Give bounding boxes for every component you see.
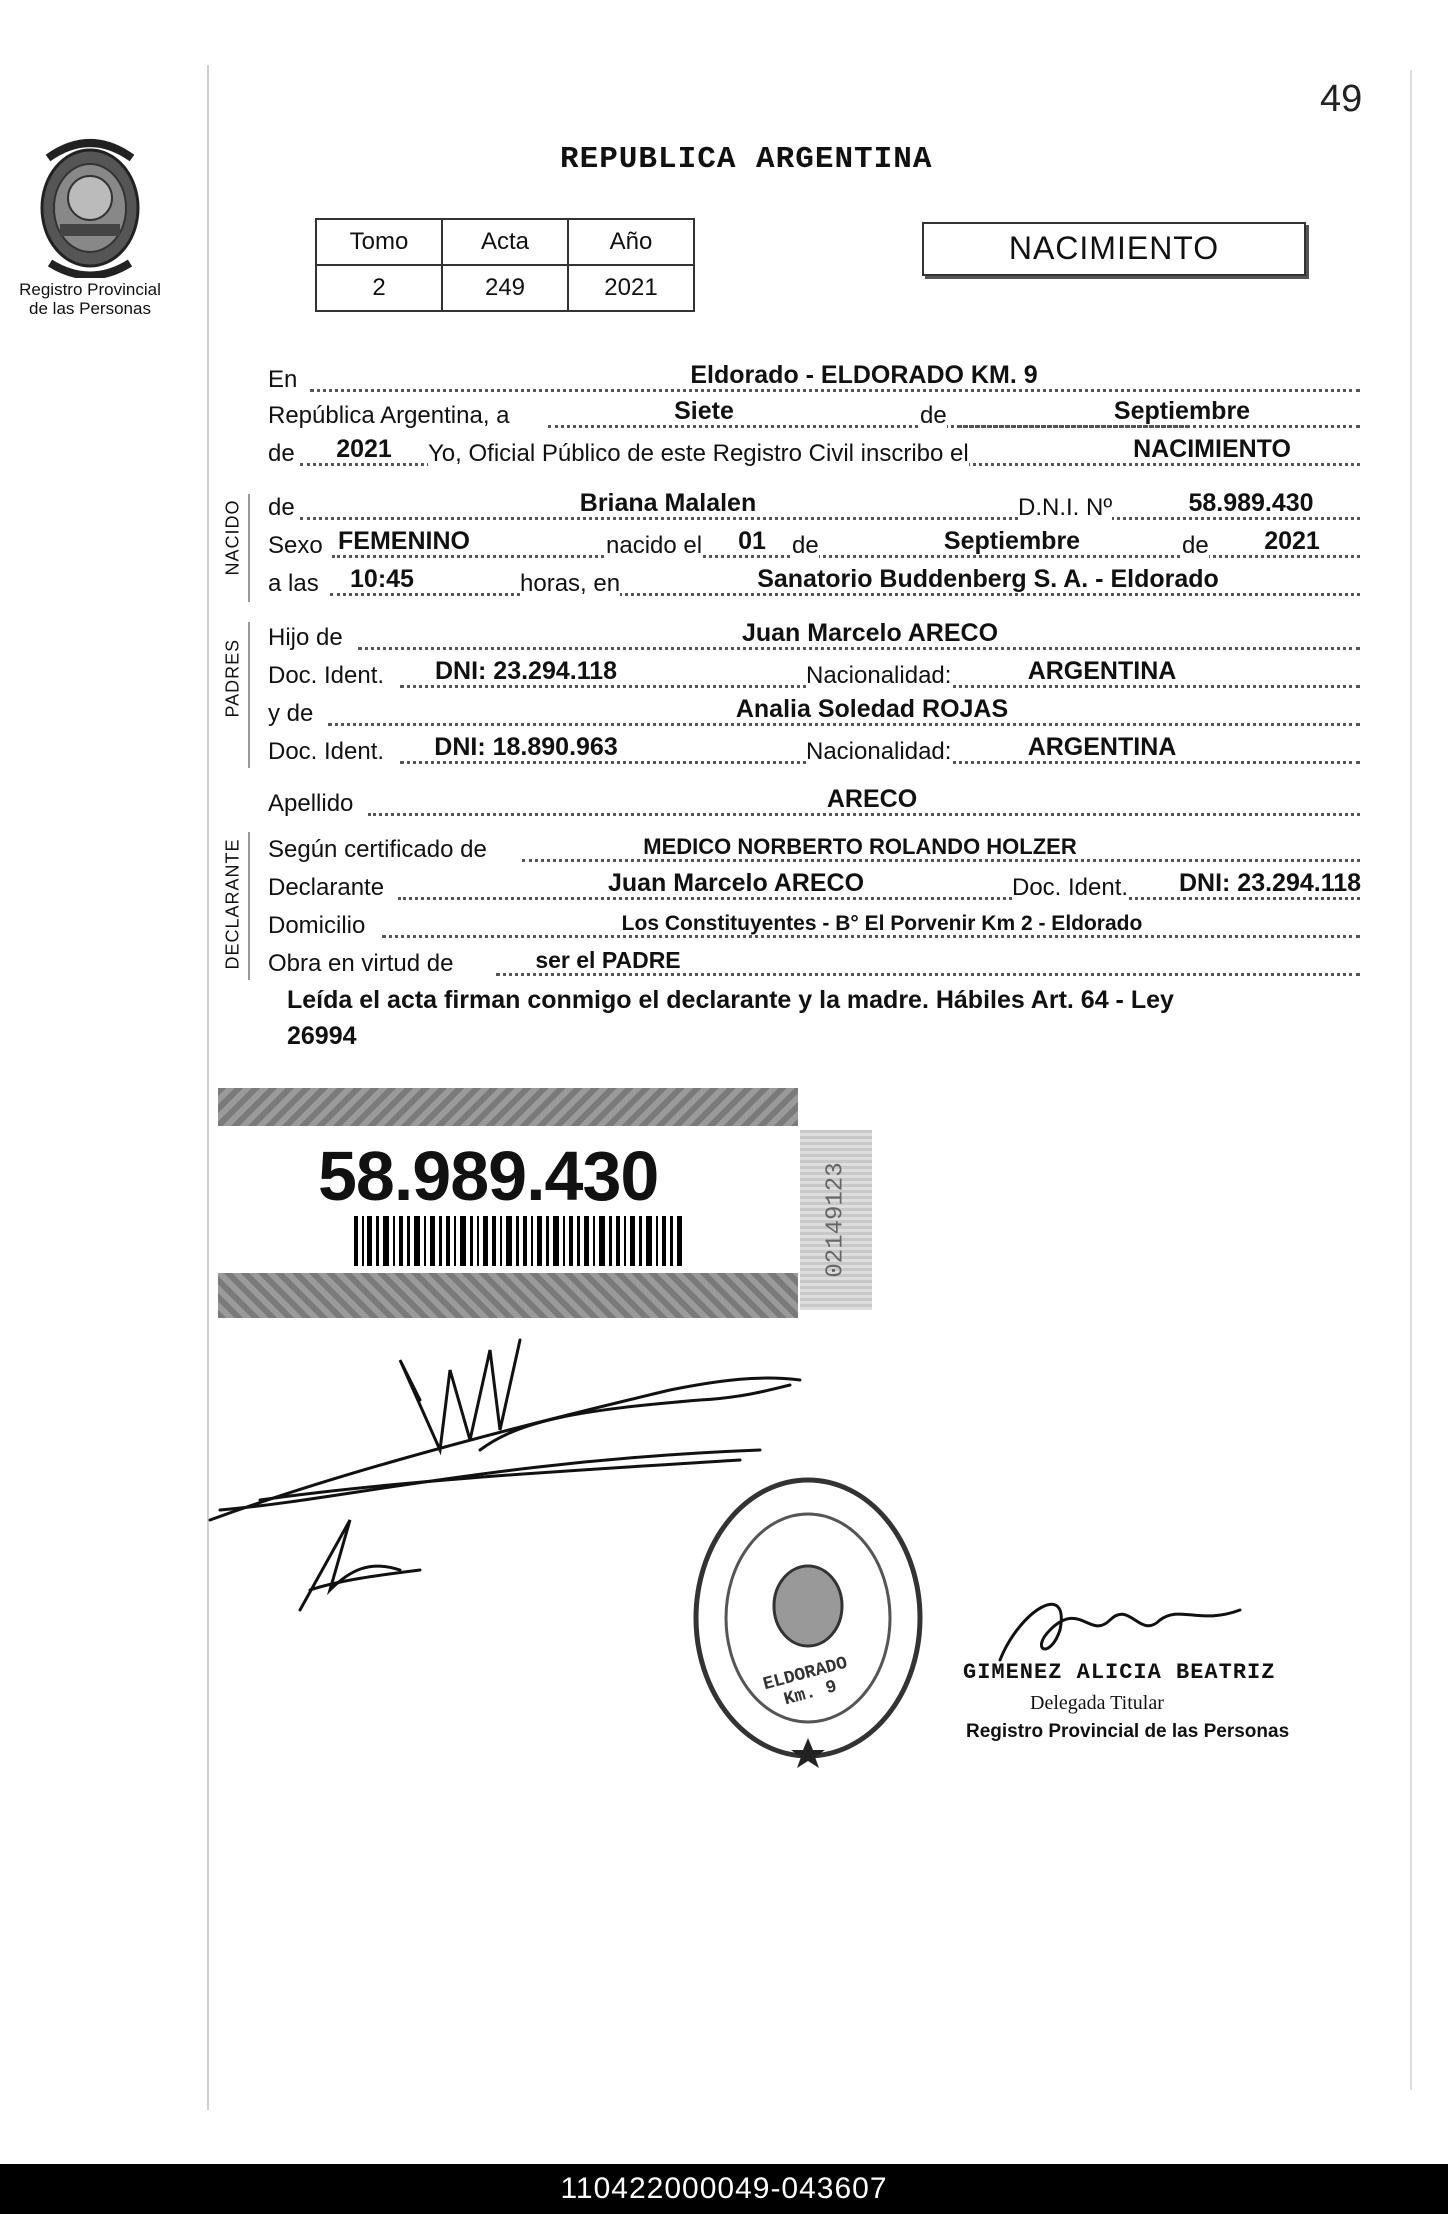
right-margin-line: [1410, 70, 1412, 2090]
de-label: de: [920, 402, 947, 429]
stamp-inner-text: ELDORADO Km. 9: [761, 1653, 850, 1711]
madre-nac-value: ARGENTINA: [1027, 733, 1177, 761]
hijo-de-label: Hijo de: [268, 624, 343, 651]
sticker-side-code: 02149123: [822, 1162, 850, 1278]
en-value: Eldorado - ELDORADO KM. 9: [690, 361, 1038, 389]
doc-ident-label: Doc. Ident.: [268, 662, 385, 689]
record-table-value-row: [316, 265, 694, 311]
legend-line-2: 26994: [287, 1022, 357, 1050]
domicilio-label: Domicilio: [268, 912, 366, 939]
logo-caption: [0, 280, 180, 318]
nacionalidad-label-2: Nacionalidad:: [806, 738, 952, 765]
republica-label: República Argentina, a: [268, 402, 510, 429]
padre-nac-value: ARGENTINA: [1027, 657, 1177, 685]
padre-value: Juan Marcelo ARECO: [741, 619, 999, 647]
form-row-apellido: [268, 782, 1368, 822]
record-table-header-tomo: Tomo: [316, 219, 442, 265]
declarante-value: Juan Marcelo ARECO: [607, 869, 865, 897]
declarante-side-label: DECLARANTE: [222, 838, 243, 970]
nac-anio-value: 2021: [1264, 527, 1320, 555]
doc-ident-label-2: Doc. Ident.: [268, 738, 385, 765]
legend-line-1: Leída el acta firman conmigo el declarante y la madre. Hábiles Art. 64 - Ley: [287, 986, 1174, 1014]
record-table-value-acta: 249: [442, 265, 568, 311]
form-row-padre-doc: [268, 654, 1368, 694]
record-table-header-acta: Acta: [442, 219, 568, 265]
madre-value: Analia Soledad ROJAS: [735, 695, 1009, 723]
form-row-sexo: [268, 524, 1368, 564]
form-row-declarante: [268, 866, 1368, 906]
sticker-bottom-band: [218, 1273, 798, 1318]
declarante-bracket: [248, 832, 250, 980]
record-table-value-anio: 2021: [568, 265, 694, 311]
padre-doc-value: DNI: 23.294.118: [434, 657, 618, 685]
a-las-label: a las: [268, 570, 319, 597]
padres-side-label: PADRES: [222, 638, 243, 718]
province-crest-icon: [20, 128, 160, 278]
logo-caption-line-2: de las Personas: [29, 299, 151, 318]
obra-value: ser el PADRE: [535, 947, 681, 973]
hora-value: 10:45: [350, 565, 414, 593]
form-row-anio: [268, 432, 1368, 472]
declarante-label: Declarante: [268, 874, 385, 901]
nombre-value: Briana Malalen: [579, 489, 757, 517]
madre-doc-value: DNI: 18.890.963: [434, 733, 618, 761]
horas-en-label: horas, en: [520, 570, 621, 597]
en-label: En: [268, 366, 298, 393]
de2-label: de: [268, 440, 295, 467]
dni-label: D.N.I. Nº: [1018, 494, 1113, 521]
sexo-label: Sexo: [268, 532, 323, 559]
nacido-side-label: NACIDO: [222, 499, 243, 576]
obra-label: Obra en virtud de: [268, 950, 454, 977]
sticker-top-band: [218, 1088, 798, 1126]
record-table-header-anio: Año: [568, 219, 694, 265]
padres-bracket: [248, 622, 250, 768]
record-table-value-tomo: 2: [316, 265, 442, 311]
dni-value: 58.989.430: [1188, 489, 1314, 517]
logo-caption-line-1: Registro Provincial: [19, 280, 161, 299]
sticker-side-strip: [800, 1130, 872, 1310]
nac-dia-value: 01: [738, 527, 766, 555]
record-table-header-row: [316, 219, 694, 265]
official-name: GIMENEZ ALICIA BEATRIZ: [963, 1660, 1276, 1685]
segun-label: Según certificado de: [268, 836, 487, 863]
form-row-madre-doc: [268, 730, 1368, 770]
anio-value: 2021: [336, 435, 392, 463]
sexo-value: FEMENINO: [338, 527, 470, 555]
official-role: Delegada Titular: [1030, 1692, 1164, 1714]
certificado-value: MEDICO NORBERTO ROLANDO HOLZER: [643, 834, 1077, 859]
stamp-seal-icon: [686, 1468, 930, 1768]
page-number: 49: [1320, 78, 1363, 120]
record-table: [315, 218, 695, 312]
nac-de2-label: de: [1182, 532, 1209, 559]
footer-code-bar: 110422000049-043607: [0, 2164, 1448, 2214]
form-row-hora: [268, 562, 1368, 602]
nacido-bracket: [248, 494, 250, 602]
form-row-segun: [268, 828, 1368, 868]
form-row-republica: [268, 394, 1368, 434]
domicilio-value: Los Constituyentes - B° El Porvenir Km 2 - Eldorado: [621, 912, 1143, 935]
form-row-obra: [268, 942, 1368, 982]
nac-de-label: de: [792, 532, 819, 559]
document-title: REPUBLICA ARGENTINA: [560, 142, 933, 177]
mother-signature: [290, 1510, 430, 1620]
form-row-hijo-de: [268, 616, 1368, 656]
form-row-y-de: [268, 692, 1368, 732]
mes-value: Septiembre: [1113, 397, 1251, 425]
official-stamp: [686, 1468, 930, 1768]
legend-text: [287, 982, 1347, 1054]
declarante-doc-value: DNI: 23.294.118: [1178, 869, 1362, 897]
nacido-el-label: nacido el: [606, 532, 703, 559]
left-margin-line: [207, 65, 209, 2110]
official-office: Registro Provincial de las Personas: [966, 1721, 1290, 1742]
form-row-en: [268, 358, 1368, 398]
stamp-ring-text: [686, 1468, 687, 1469]
declarante-doc-label: Doc. Ident.: [1012, 874, 1129, 901]
sticker-dni-number: 58.989.430: [318, 1137, 659, 1215]
y-de-label: y de: [268, 700, 314, 727]
dni-sticker: [218, 1088, 798, 1326]
barcode-icon: [354, 1216, 684, 1266]
nacionalidad-label: Nacionalidad:: [806, 662, 952, 689]
nacido-de-label: de: [268, 494, 295, 521]
province-logo: [20, 128, 160, 278]
form-row-nombre: [268, 486, 1368, 526]
lugar-value: Sanatorio Buddenberg S. A. - Eldorado: [757, 565, 1219, 593]
nac-mes-value: Septiembre: [943, 527, 1081, 555]
record-type-box: NACIMIENTO: [922, 222, 1306, 276]
dia-value: Siete: [674, 397, 734, 425]
oficial-text: Yo, Oficial Público de este Registro Civil inscribo el: [428, 440, 969, 467]
inscripcion-value: NACIMIENTO: [1133, 435, 1291, 463]
form-row-domicilio: [268, 904, 1368, 944]
apellido-value: ARECO: [826, 785, 918, 813]
apellido-label: Apellido: [268, 790, 354, 817]
